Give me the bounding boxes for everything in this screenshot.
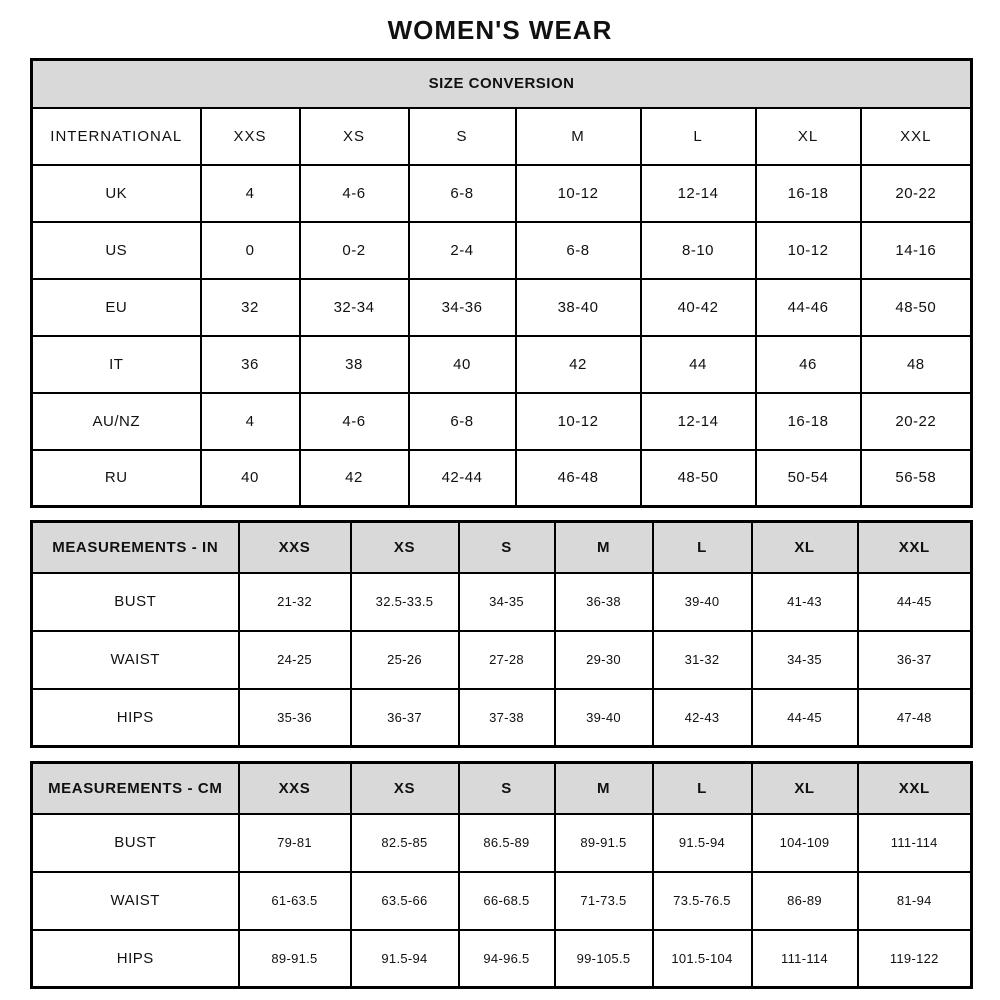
column-header: XL (756, 108, 861, 165)
value-cell: 36-38 (555, 573, 653, 631)
value-cell: 21-32 (239, 573, 351, 631)
value-cell: 35-36 (239, 689, 351, 747)
value-cell: 79-81 (239, 814, 351, 872)
value-cell: 16-18 (756, 165, 861, 222)
value-cell: 41-43 (752, 573, 858, 631)
column-header: M (555, 522, 653, 573)
value-cell: 36-37 (351, 689, 459, 747)
value-cell: 91.5-94 (653, 814, 752, 872)
column-header: XXL (858, 522, 972, 573)
row-label: HIPS (32, 689, 239, 747)
column-header-row (32, 763, 972, 814)
value-cell: 32 (201, 279, 300, 336)
value-cell: 8-10 (641, 222, 756, 279)
value-cell: 89-91.5 (555, 814, 653, 872)
value-cell: 73.5-76.5 (653, 872, 752, 930)
size-conversion-table (30, 58, 973, 508)
value-cell: 20-22 (861, 393, 972, 450)
value-cell: 104-109 (752, 814, 858, 872)
value-cell: 2-4 (409, 222, 516, 279)
table-title: MEASUREMENTS - CM (32, 763, 239, 814)
value-cell: 27-28 (459, 631, 555, 689)
value-cell: 36-37 (858, 631, 972, 689)
value-cell: 12-14 (641, 393, 756, 450)
column-header-row (32, 522, 972, 573)
value-cell: 44-45 (752, 689, 858, 747)
value-cell: 14-16 (861, 222, 972, 279)
column-header: XXS (239, 522, 351, 573)
value-cell: 42-43 (653, 689, 752, 747)
value-cell: 34-35 (459, 573, 555, 631)
row-label: BUST (32, 573, 239, 631)
value-cell: 34-35 (752, 631, 858, 689)
value-cell: 39-40 (555, 689, 653, 747)
value-cell: 56-58 (861, 450, 972, 507)
value-cell: 42 (516, 336, 641, 393)
value-cell: 25-26 (351, 631, 459, 689)
table-row (32, 872, 972, 930)
value-cell: 6-8 (409, 165, 516, 222)
value-cell: 99-105.5 (555, 930, 653, 988)
table-row (32, 930, 972, 988)
table-row (32, 450, 972, 507)
column-header: XXL (861, 108, 972, 165)
value-cell: 61-63.5 (239, 872, 351, 930)
row-label: WAIST (32, 872, 239, 930)
table-row (32, 336, 972, 393)
row-label: AU/NZ (32, 393, 201, 450)
value-cell: 0 (201, 222, 300, 279)
value-cell: 119-122 (858, 930, 972, 988)
column-header: S (409, 108, 516, 165)
table-row (32, 165, 972, 222)
value-cell: 40 (201, 450, 300, 507)
value-cell: 48-50 (641, 450, 756, 507)
row-label: IT (32, 336, 201, 393)
value-cell: 44-45 (858, 573, 972, 631)
value-cell: 32.5-33.5 (351, 573, 459, 631)
value-cell: 48-50 (861, 279, 972, 336)
value-cell: 63.5-66 (351, 872, 459, 930)
value-cell: 40-42 (641, 279, 756, 336)
column-header: XXS (201, 108, 300, 165)
value-cell: 34-36 (409, 279, 516, 336)
column-header: XS (351, 522, 459, 573)
value-cell: 38 (300, 336, 409, 393)
value-cell: 4-6 (300, 393, 409, 450)
table-row (32, 631, 972, 689)
value-cell: 16-18 (756, 393, 861, 450)
column-header: INTERNATIONAL (32, 108, 201, 165)
column-header: XL (752, 522, 858, 573)
table-row (32, 222, 972, 279)
column-header-row (32, 108, 972, 165)
value-cell: 42-44 (409, 450, 516, 507)
value-cell: 31-32 (653, 631, 752, 689)
value-cell: 111-114 (858, 814, 972, 872)
table-row (32, 689, 972, 747)
table-row (32, 393, 972, 450)
value-cell: 6-8 (516, 222, 641, 279)
measurements-in-table (30, 520, 973, 748)
column-header: XS (351, 763, 459, 814)
value-cell: 40 (409, 336, 516, 393)
value-cell: 42 (300, 450, 409, 507)
value-cell: 32-34 (300, 279, 409, 336)
value-cell: 47-48 (858, 689, 972, 747)
row-label: WAIST (32, 631, 239, 689)
value-cell: 38-40 (516, 279, 641, 336)
value-cell: 94-96.5 (459, 930, 555, 988)
value-cell: 50-54 (756, 450, 861, 507)
value-cell: 89-91.5 (239, 930, 351, 988)
value-cell: 24-25 (239, 631, 351, 689)
table-row (32, 279, 972, 336)
table-row (32, 573, 972, 631)
value-cell: 101.5-104 (653, 930, 752, 988)
value-cell: 48 (861, 336, 972, 393)
table-title: SIZE CONVERSION (32, 60, 972, 108)
value-cell: 71-73.5 (555, 872, 653, 930)
value-cell: 12-14 (641, 165, 756, 222)
value-cell: 20-22 (861, 165, 972, 222)
value-cell: 10-12 (756, 222, 861, 279)
column-header: S (459, 522, 555, 573)
value-cell: 10-12 (516, 165, 641, 222)
value-cell: 86.5-89 (459, 814, 555, 872)
table-title-row (32, 60, 972, 108)
value-cell: 82.5-85 (351, 814, 459, 872)
value-cell: 91.5-94 (351, 930, 459, 988)
column-header: L (641, 108, 756, 165)
value-cell: 4 (201, 165, 300, 222)
value-cell: 44 (641, 336, 756, 393)
column-header: M (555, 763, 653, 814)
row-label: HIPS (32, 930, 239, 988)
table-title: MEASUREMENTS - IN (32, 522, 239, 573)
column-header: M (516, 108, 641, 165)
column-header: XXL (858, 763, 972, 814)
value-cell: 29-30 (555, 631, 653, 689)
value-cell: 111-114 (752, 930, 858, 988)
table-row (32, 814, 972, 872)
value-cell: 66-68.5 (459, 872, 555, 930)
measurements-cm-table (30, 761, 973, 989)
value-cell: 10-12 (516, 393, 641, 450)
value-cell: 46-48 (516, 450, 641, 507)
value-cell: 46 (756, 336, 861, 393)
column-header: XL (752, 763, 858, 814)
column-header: XXS (239, 763, 351, 814)
row-label: US (32, 222, 201, 279)
value-cell: 4-6 (300, 165, 409, 222)
value-cell: 6-8 (409, 393, 516, 450)
row-label: BUST (32, 814, 239, 872)
column-header: L (653, 763, 752, 814)
row-label: UK (32, 165, 201, 222)
row-label: EU (32, 279, 201, 336)
value-cell: 36 (201, 336, 300, 393)
column-header: XS (300, 108, 409, 165)
value-cell: 37-38 (459, 689, 555, 747)
value-cell: 4 (201, 393, 300, 450)
value-cell: 86-89 (752, 872, 858, 930)
value-cell: 44-46 (756, 279, 861, 336)
value-cell: 81-94 (858, 872, 972, 930)
column-header: L (653, 522, 752, 573)
column-header: S (459, 763, 555, 814)
row-label: RU (32, 450, 201, 507)
value-cell: 0-2 (300, 222, 409, 279)
page-title: WOMEN'S WEAR (387, 15, 613, 45)
value-cell: 39-40 (653, 573, 752, 631)
